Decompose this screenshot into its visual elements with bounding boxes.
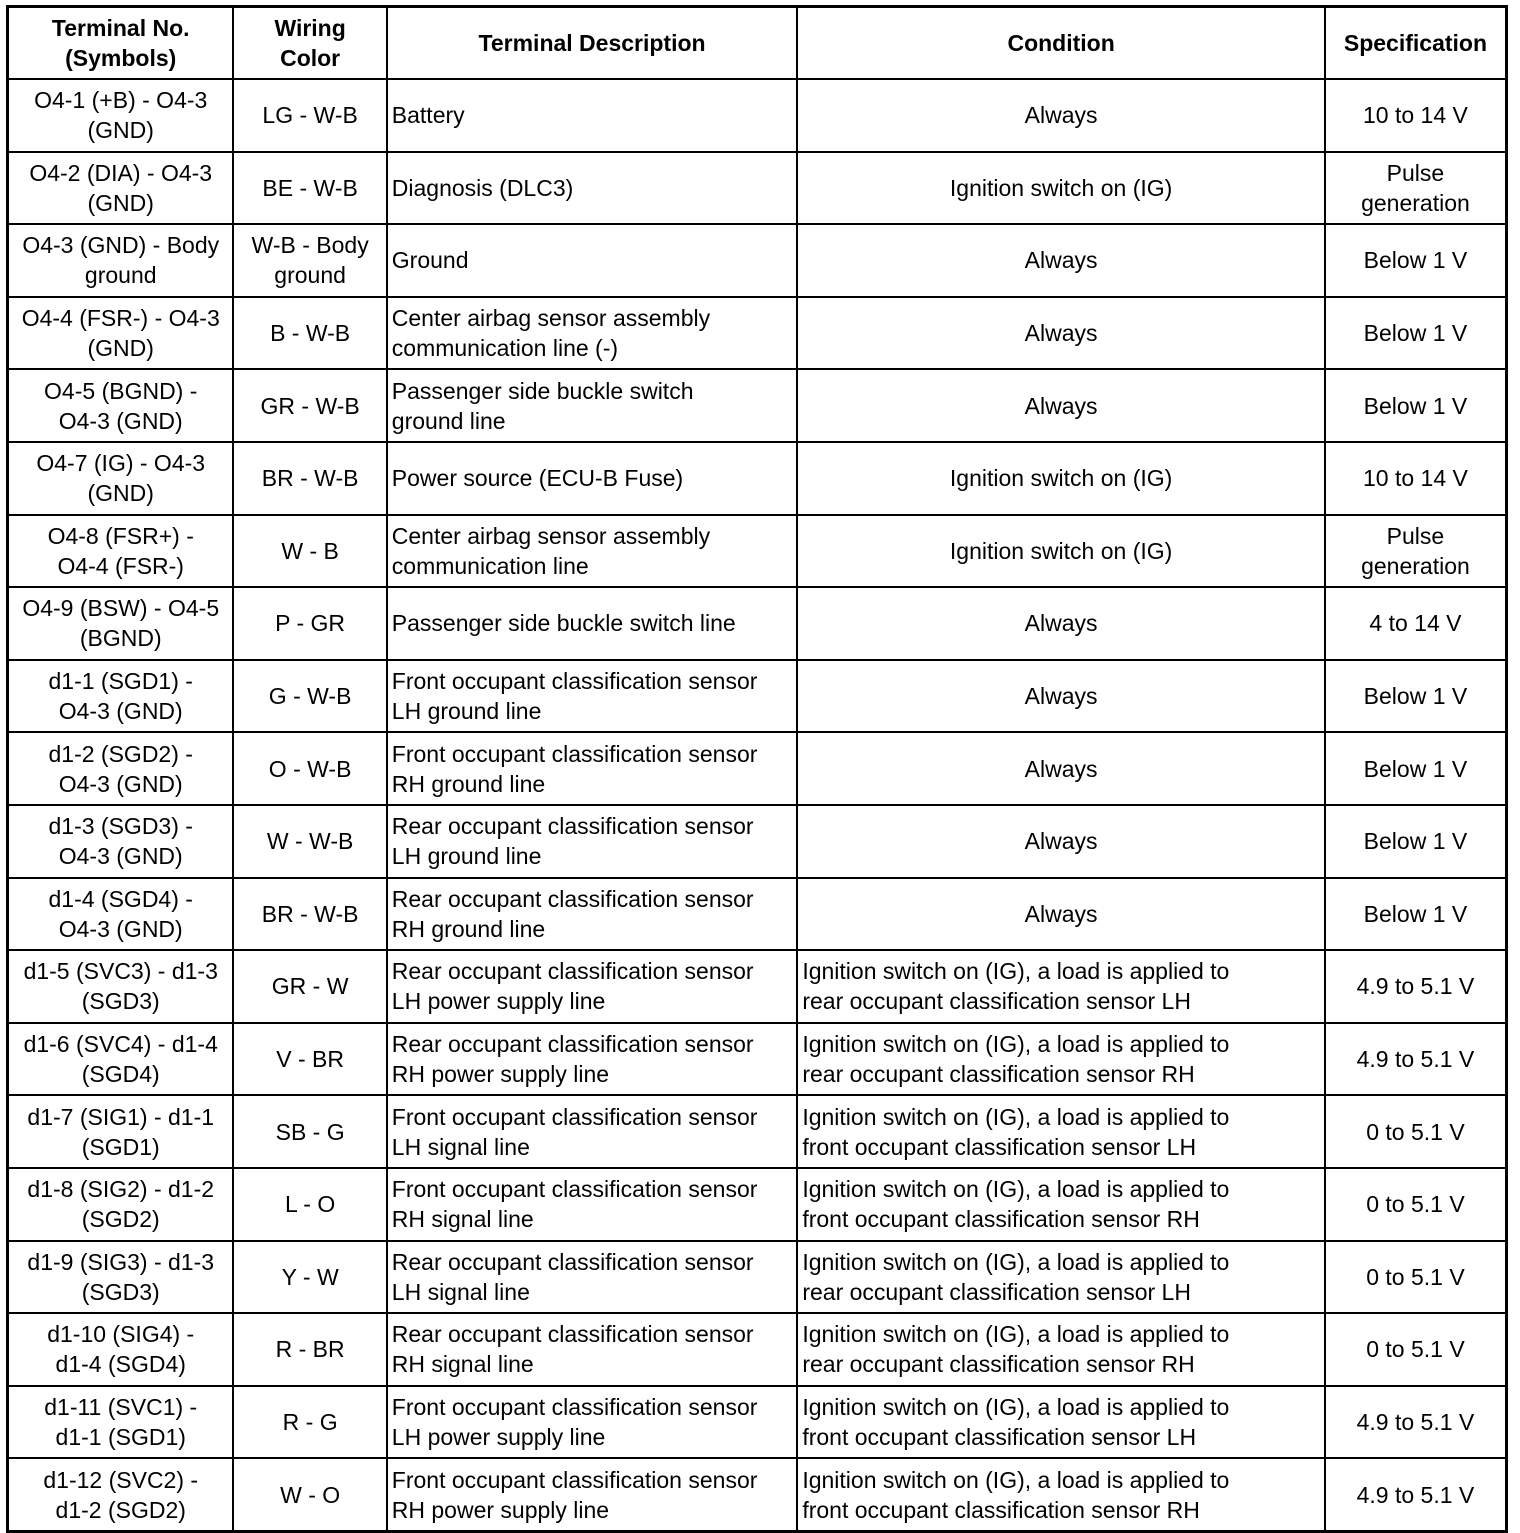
cell-terminal-description	[387, 660, 798, 733]
cell-wiring-color-text: BR - W-B	[261, 900, 359, 927]
cell-specification	[1325, 1313, 1507, 1386]
cell-specification-text: Pulse generation	[1361, 159, 1470, 216]
cell-wiring-color	[233, 152, 386, 225]
table-row	[8, 1458, 1507, 1531]
cell-wiring-color	[233, 369, 386, 442]
cell-terminal	[8, 297, 234, 370]
cell-condition	[797, 1386, 1325, 1459]
cell-specification	[1325, 369, 1507, 442]
table-header	[8, 7, 1507, 80]
cell-condition-text: Ignition switch on (IG), a load is applied to rear occupant classification sensor LH	[802, 958, 1230, 1015]
cell-condition	[797, 369, 1325, 442]
cell-specification-text: Pulse generation	[1361, 522, 1470, 579]
cell-wiring-color-text: Y - W	[281, 1263, 339, 1290]
cell-wiring-color	[233, 1168, 386, 1241]
cell-terminal-description	[387, 1095, 798, 1168]
cell-specification-text: Below 1 V	[1363, 828, 1468, 855]
cell-terminal-text: d1-9 (SIG3) - d1-3 (SGD3)	[27, 1248, 215, 1305]
cell-specification	[1325, 950, 1507, 1023]
cell-terminal	[8, 1313, 234, 1386]
cell-terminal-text: O4-5 (BGND) - O4-3 (GND)	[44, 377, 198, 434]
cell-specification	[1325, 587, 1507, 660]
header-terminal-description: Terminal Description	[387, 7, 798, 80]
cell-condition-text: Ignition switch on (IG), a load is applied to rear occupant classification sensor RH	[802, 1031, 1230, 1088]
cell-wiring-color	[233, 1458, 386, 1531]
cell-terminal-text: d1-5 (SVC3) - d1-3 (SGD3)	[23, 958, 218, 1015]
cell-condition	[797, 1313, 1325, 1386]
cell-terminal-description	[387, 224, 798, 297]
cell-terminal	[8, 1095, 234, 1168]
cell-wiring-color-text: GR - W	[271, 973, 349, 1000]
cell-wiring-color	[233, 79, 386, 152]
cell-terminal-description-text: Rear occupant classification sensor RH power supply line	[391, 1031, 754, 1088]
cell-wiring-color	[233, 442, 386, 515]
cell-wiring-color-text: V - BR	[276, 1046, 344, 1073]
table-row	[8, 442, 1507, 515]
cell-specification	[1325, 515, 1507, 588]
cell-terminal-description	[387, 1168, 798, 1241]
cell-terminal	[8, 1168, 234, 1241]
cell-wiring-color-text: R - G	[282, 1408, 338, 1435]
cell-specification-text: 10 to 14 V	[1363, 102, 1468, 129]
cell-condition-text: Always	[1024, 392, 1098, 419]
cell-terminal-text: O4-4 (FSR-) - O4-3 (GND)	[21, 305, 220, 362]
cell-condition	[797, 1458, 1325, 1531]
cell-specification	[1325, 660, 1507, 733]
cell-terminal	[8, 732, 234, 805]
cell-terminal-description-text: Rear occupant classification sensor LH power supply line	[391, 958, 754, 1015]
table-row	[8, 152, 1507, 225]
cell-condition-text: Ignition switch on (IG), a load is applied to front occupant classification sensor LH	[802, 1103, 1230, 1160]
cell-terminal	[8, 660, 234, 733]
cell-terminal-text: O4-2 (DIA) - O4-3 (GND)	[29, 159, 213, 216]
cell-condition	[797, 1168, 1325, 1241]
cell-condition-text: Always	[1024, 900, 1098, 927]
cell-terminal-description	[387, 950, 798, 1023]
cell-wiring-color	[233, 950, 386, 1023]
cell-wiring-color-text: W-B - Body ground	[251, 232, 369, 289]
cell-terminal-description	[387, 1023, 798, 1096]
cell-wiring-color	[233, 1023, 386, 1096]
cell-specification-text: 4 to 14 V	[1369, 610, 1462, 637]
cell-terminal	[8, 1241, 234, 1314]
table-row	[8, 1241, 1507, 1314]
cell-specification-text: Below 1 V	[1363, 900, 1468, 927]
header-wiring-color: Wiring Color	[233, 7, 386, 80]
cell-condition-text: Always	[1024, 102, 1098, 129]
cell-terminal-description-text: Front occupant classification sensor LH signal line	[391, 1103, 758, 1160]
cell-wiring-color-text: GR - W-B	[260, 392, 360, 419]
cell-condition	[797, 1095, 1325, 1168]
header-specification: Specification	[1325, 7, 1507, 80]
cell-terminal-description-text: Rear occupant classification sensor LH signal line	[391, 1248, 754, 1305]
cell-wiring-color	[233, 1095, 386, 1168]
cell-wiring-color	[233, 224, 386, 297]
cell-condition-text: Ignition switch on (IG), a load is applied to front occupant classification sensor RH	[802, 1176, 1230, 1233]
cell-terminal-text: O4-9 (BSW) - O4-5 (BGND)	[22, 595, 220, 652]
cell-specification	[1325, 1241, 1507, 1314]
cell-condition	[797, 442, 1325, 515]
cell-terminal-description-text: Battery	[391, 102, 465, 129]
cell-condition-text: Always	[1024, 247, 1098, 274]
cell-terminal	[8, 1386, 234, 1459]
cell-specification	[1325, 878, 1507, 951]
cell-terminal-text: O4-1 (+B) - O4-3 (GND)	[34, 87, 208, 144]
cell-terminal-description-text: Rear occupant classification sensor RH ground line	[391, 885, 754, 942]
cell-terminal-description	[387, 152, 798, 225]
cell-terminal-description-text: Rear occupant classification sensor LH ground line	[391, 813, 754, 870]
cell-specification	[1325, 1095, 1507, 1168]
cell-terminal-description-text: Center airbag sensor assembly communication line (-)	[391, 305, 711, 362]
cell-condition	[797, 878, 1325, 951]
cell-terminal-text: O4-7 (IG) - O4-3 (GND)	[36, 450, 206, 507]
cell-wiring-color	[233, 1386, 386, 1459]
cell-condition	[797, 515, 1325, 588]
cell-terminal-description-text: Front occupant classification sensor LH power supply line	[391, 1393, 758, 1450]
cell-wiring-color	[233, 587, 386, 660]
cell-wiring-color	[233, 732, 386, 805]
cell-specification	[1325, 732, 1507, 805]
cell-specification-text: 0 to 5.1 V	[1366, 1118, 1465, 1145]
cell-terminal-text: d1-3 (SGD3) - O4-3 (GND)	[48, 813, 193, 870]
cell-terminal-description	[387, 515, 798, 588]
cell-wiring-color-text: G - W-B	[268, 683, 352, 710]
cell-terminal	[8, 950, 234, 1023]
cell-terminal	[8, 152, 234, 225]
cell-terminal-text: d1-11 (SVC1) - d1-1 (SGD1)	[44, 1393, 198, 1450]
cell-terminal-description-text: Front occupant classification sensor RH power supply line	[391, 1466, 758, 1523]
cell-terminal-description-text: Passenger side buckle switch line	[391, 610, 736, 637]
cell-condition-text: Always	[1024, 755, 1098, 782]
cell-condition-text: Ignition switch on (IG), a load is applied to front occupant classification sensor RH	[802, 1466, 1230, 1523]
cell-terminal	[8, 805, 234, 878]
cell-terminal-text: d1-4 (SGD4) - O4-3 (GND)	[48, 885, 193, 942]
cell-condition-text: Ignition switch on (IG), a load is applied to front occupant classification sensor LH	[802, 1393, 1230, 1450]
cell-terminal-text: d1-10 (SIG4) - d1-4 (SGD4)	[47, 1321, 195, 1378]
cell-terminal-description	[387, 587, 798, 660]
cell-wiring-color-text: P - GR	[275, 610, 346, 637]
table-row	[8, 660, 1507, 733]
table-row	[8, 515, 1507, 588]
cell-terminal	[8, 1458, 234, 1531]
table-row	[8, 297, 1507, 370]
cell-condition	[797, 297, 1325, 370]
cell-specification-text: Below 1 V	[1363, 247, 1468, 274]
cell-terminal-description	[387, 79, 798, 152]
cell-condition	[797, 152, 1325, 225]
cell-wiring-color-text: O - W-B	[268, 755, 352, 782]
cell-specification-text: Below 1 V	[1363, 755, 1468, 782]
cell-condition	[797, 79, 1325, 152]
cell-terminal-description-text: Center airbag sensor assembly communication line	[391, 522, 711, 579]
cell-terminal	[8, 442, 234, 515]
cell-terminal-text: O4-8 (FSR+) - O4-4 (FSR-)	[47, 522, 194, 579]
cell-specification	[1325, 1168, 1507, 1241]
cell-specification-text: Below 1 V	[1363, 392, 1468, 419]
cell-terminal-text: d1-12 (SVC2) - d1-2 (SGD2)	[43, 1466, 199, 1523]
cell-terminal-description	[387, 1458, 798, 1531]
table-row	[8, 1168, 1507, 1241]
cell-condition-text: Ignition switch on (IG)	[949, 174, 1173, 201]
cell-wiring-color-text: SB - G	[275, 1118, 345, 1145]
cell-wiring-color	[233, 878, 386, 951]
cell-terminal-description	[387, 442, 798, 515]
table-row	[8, 1313, 1507, 1386]
cell-terminal	[8, 79, 234, 152]
cell-condition-text: Ignition switch on (IG), a load is applied to rear occupant classification sensor LH	[802, 1248, 1230, 1305]
cell-specification	[1325, 224, 1507, 297]
cell-wiring-color-text: LG - W-B	[262, 102, 358, 129]
cell-condition-text: Ignition switch on (IG)	[949, 465, 1173, 492]
table-row	[8, 1095, 1507, 1168]
cell-specification	[1325, 805, 1507, 878]
cell-specification-text: Below 1 V	[1363, 320, 1468, 347]
cell-terminal-description-text: Power source (ECU-B Fuse)	[391, 465, 684, 492]
cell-wiring-color	[233, 1313, 386, 1386]
cell-terminal-description-text: Front occupant classification sensor RH signal line	[391, 1176, 758, 1233]
cell-wiring-color-text: W - W-B	[266, 828, 354, 855]
cell-terminal-description	[387, 369, 798, 442]
cell-terminal-text: d1-1 (SGD1) - O4-3 (GND)	[48, 668, 193, 725]
cell-terminal-description-text: Rear occupant classification sensor RH signal line	[391, 1321, 754, 1378]
cell-condition-text: Always	[1024, 683, 1098, 710]
cell-terminal	[8, 878, 234, 951]
cell-specification	[1325, 1458, 1507, 1531]
cell-specification	[1325, 297, 1507, 370]
cell-terminal	[8, 515, 234, 588]
cell-specification	[1325, 1386, 1507, 1459]
cell-wiring-color	[233, 660, 386, 733]
cell-specification-text: Below 1 V	[1363, 683, 1468, 710]
cell-terminal-description	[387, 732, 798, 805]
cell-terminal	[8, 224, 234, 297]
cell-terminal-description	[387, 1386, 798, 1459]
cell-condition	[797, 805, 1325, 878]
cell-condition-text: Ignition switch on (IG)	[949, 537, 1173, 564]
cell-condition-text: Ignition switch on (IG), a load is applied to rear occupant classification sensor RH	[802, 1321, 1230, 1378]
table-body	[8, 79, 1507, 1531]
table-row	[8, 950, 1507, 1023]
terminal-spec-table	[6, 5, 1508, 1533]
cell-condition-text: Always	[1024, 828, 1098, 855]
cell-condition	[797, 732, 1325, 805]
cell-wiring-color	[233, 515, 386, 588]
cell-terminal-description	[387, 1313, 798, 1386]
cell-specification-text: 0 to 5.1 V	[1366, 1336, 1465, 1363]
cell-wiring-color	[233, 297, 386, 370]
cell-condition	[797, 660, 1325, 733]
cell-terminal-description	[387, 1241, 798, 1314]
cell-specification-text: 0 to 5.1 V	[1366, 1191, 1465, 1218]
table-row	[8, 79, 1507, 152]
cell-terminal-description	[387, 297, 798, 370]
cell-condition	[797, 1241, 1325, 1314]
cell-specification-text: 0 to 5.1 V	[1366, 1263, 1465, 1290]
table-row	[8, 1386, 1507, 1459]
table-row	[8, 224, 1507, 297]
table-row	[8, 587, 1507, 660]
cell-terminal-description-text: Front occupant classification sensor LH ground line	[391, 668, 758, 725]
cell-wiring-color-text: BR - W-B	[261, 465, 359, 492]
cell-wiring-color-text: W - O	[280, 1481, 341, 1508]
cell-condition-text: Always	[1024, 320, 1098, 347]
cell-specification	[1325, 79, 1507, 152]
cell-specification	[1325, 1023, 1507, 1096]
cell-terminal-text: d1-7 (SIG1) - d1-1 (SGD1)	[27, 1103, 215, 1160]
cell-terminal	[8, 369, 234, 442]
cell-wiring-color-text: BE - W-B	[262, 174, 358, 201]
header-condition: Condition	[797, 7, 1325, 80]
header-row	[8, 7, 1507, 80]
cell-terminal-description-text: Front occupant classification sensor RH ground line	[391, 740, 758, 797]
cell-specification-text: 10 to 14 V	[1363, 465, 1468, 492]
cell-wiring-color-text: R - BR	[275, 1336, 345, 1363]
cell-terminal-text: d1-2 (SGD2) - O4-3 (GND)	[48, 740, 193, 797]
table-row	[8, 805, 1507, 878]
cell-terminal	[8, 587, 234, 660]
header-terminal: Terminal No. (Symbols)	[8, 7, 234, 80]
cell-terminal-text: O4-3 (GND) - Body ground	[22, 232, 220, 289]
cell-terminal-description-text: Ground	[391, 247, 469, 274]
cell-terminal-description-text: Passenger side buckle switch ground line	[391, 377, 694, 434]
cell-terminal	[8, 1023, 234, 1096]
cell-terminal-description	[387, 878, 798, 951]
cell-specification	[1325, 152, 1507, 225]
table-row	[8, 1023, 1507, 1096]
cell-specification-text: 4.9 to 5.1 V	[1356, 973, 1475, 1000]
cell-wiring-color	[233, 1241, 386, 1314]
cell-terminal-description	[387, 805, 798, 878]
cell-specification-text: 4.9 to 5.1 V	[1356, 1046, 1475, 1073]
cell-condition	[797, 950, 1325, 1023]
cell-condition	[797, 587, 1325, 660]
cell-condition-text: Always	[1024, 610, 1098, 637]
table-row	[8, 878, 1507, 951]
cell-condition	[797, 1023, 1325, 1096]
cell-condition	[797, 224, 1325, 297]
table-row	[8, 369, 1507, 442]
cell-terminal-description-text: Diagnosis (DLC3)	[391, 174, 574, 201]
table-row	[8, 732, 1507, 805]
cell-wiring-color-text: L - O	[284, 1191, 336, 1218]
cell-terminal-text: d1-8 (SIG2) - d1-2 (SGD2)	[27, 1176, 215, 1233]
cell-terminal-text: d1-6 (SVC4) - d1-4 (SGD4)	[23, 1031, 218, 1088]
cell-wiring-color-text: B - W-B	[270, 320, 351, 347]
cell-specification-text: 4.9 to 5.1 V	[1356, 1408, 1475, 1435]
cell-specification	[1325, 442, 1507, 515]
cell-specification-text: 4.9 to 5.1 V	[1356, 1481, 1475, 1508]
cell-wiring-color-text: W - B	[281, 537, 339, 564]
cell-wiring-color	[233, 805, 386, 878]
